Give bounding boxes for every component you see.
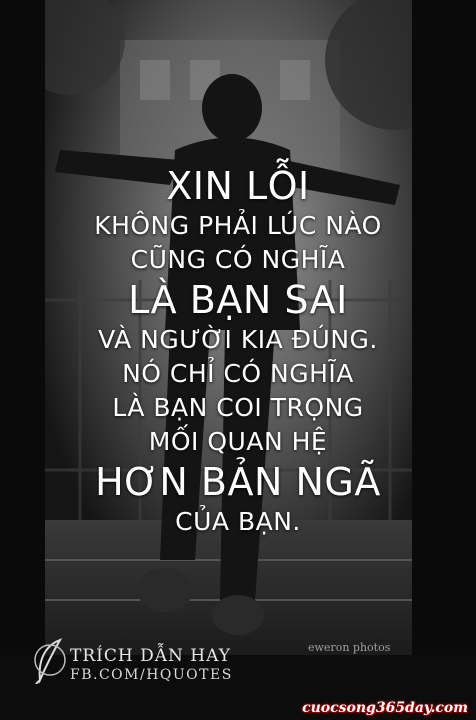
quote-line: LÀ BẠN COI TRỌNG <box>112 393 364 422</box>
quote-line: XIN LỖI <box>166 164 310 208</box>
quote-line: HƠN BẢN NGÃ <box>95 460 381 504</box>
quote-line: CỦA BẠN. <box>175 507 301 536</box>
quote-line: CŨNG CÓ NGHĨA <box>130 245 346 274</box>
site-watermark: cuocsong365day.com <box>302 700 468 716</box>
brand-title: TRÍCH DẪN HAY <box>70 646 231 666</box>
quote-line: MỐI QUAN HỆ <box>148 427 328 456</box>
quote-line: NÓ CHỈ CÓ NGHĨA <box>122 359 354 388</box>
quote-line: LÀ BẠN SAI <box>128 278 348 322</box>
photo-credit: eweron photos <box>308 641 391 654</box>
brand-subtitle: FB.COM/HQUOTES <box>70 667 233 683</box>
quote-line: KHÔNG PHẢI LÚC NÀO <box>94 211 382 240</box>
quote-text <box>0 163 476 539</box>
brand-mark <box>30 636 260 686</box>
quote-line: VÀ NGƯỜI KIA ĐÚNG. <box>98 325 378 354</box>
feather-quill-icon <box>30 636 70 684</box>
